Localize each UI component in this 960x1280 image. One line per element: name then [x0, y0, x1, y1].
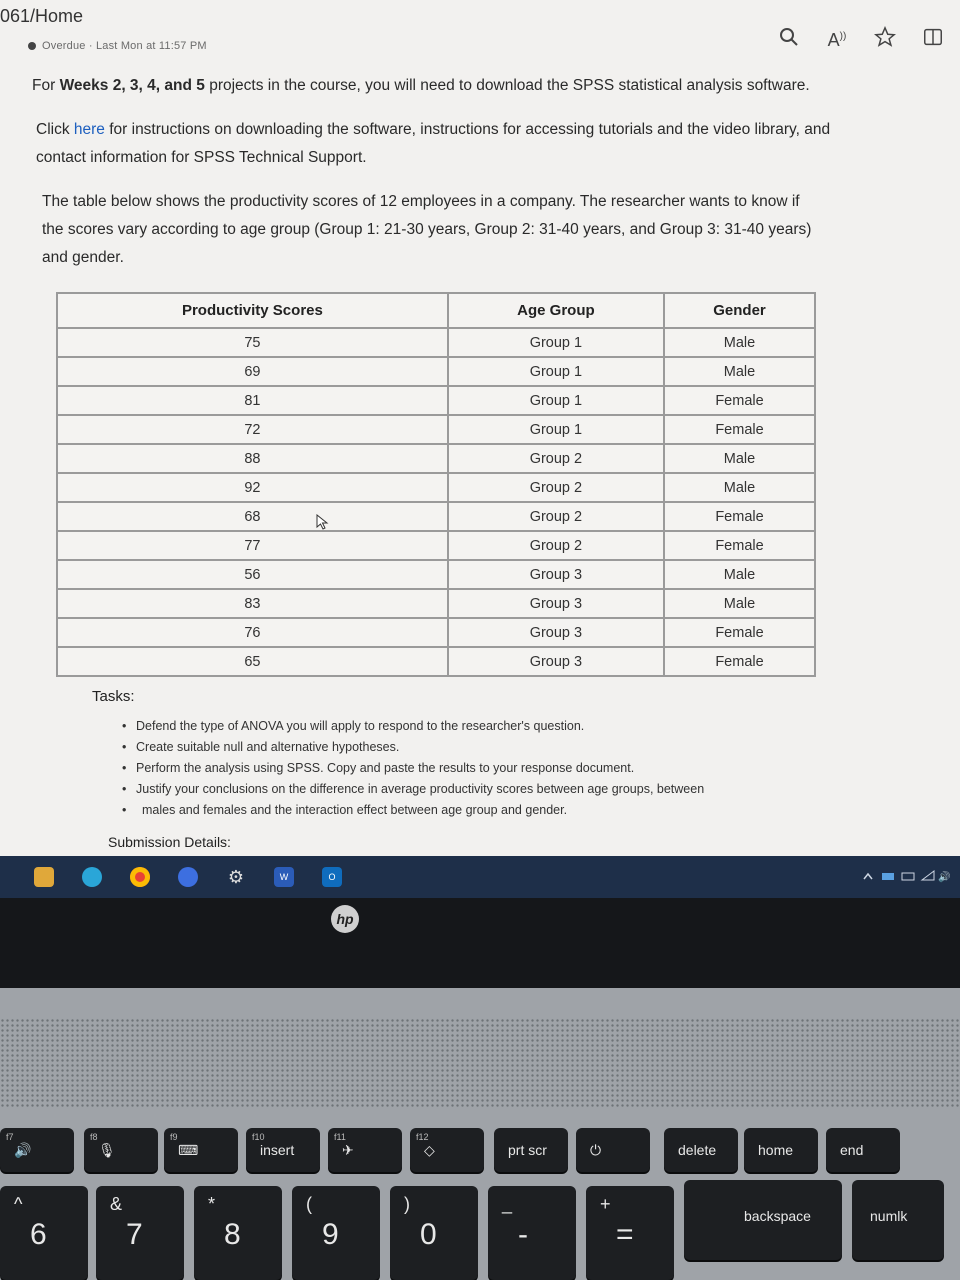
software-paragraph: For Weeks 2, 3, 4, and 5 projects in the course, you will need to download the SPSS statistical analysis software.: [32, 77, 810, 94]
table-row: [57, 618, 815, 647]
gender-cell: Female: [664, 531, 815, 560]
score-cell: 65: [57, 647, 448, 676]
function-key-label: prt scr: [508, 1142, 547, 1158]
function-key-label: end: [840, 1142, 864, 1158]
function-key-label: 🔊: [14, 1142, 32, 1158]
problem-statement: The table below shows the productivity scores of 12 employees in a company. The researcher wants to know if the scores vary according to age group (Group 1: 21-30 years, Group 2: 31-40 years, and Group 3: 31-40 years) and gender.: [42, 193, 812, 266]
function-key[interactable]: [664, 1128, 738, 1172]
number-key-shift-symbol: *: [208, 1194, 216, 1214]
function-key[interactable]: [164, 1128, 238, 1172]
function-key[interactable]: [744, 1128, 818, 1172]
number-key[interactable]: [194, 1186, 282, 1280]
gender-cell: Female: [664, 415, 815, 444]
function-key-label: 🎙: [98, 1142, 116, 1158]
gender-cell: Male: [664, 589, 815, 618]
function-key[interactable]: [246, 1128, 320, 1172]
gender-cell: Male: [664, 444, 815, 473]
table-row: [57, 357, 815, 386]
age-group-cell: Group 3: [448, 618, 664, 647]
hp-logo-icon: hp: [331, 905, 359, 933]
number-key[interactable]: [96, 1186, 184, 1280]
age-group-cell: Group 3: [448, 589, 664, 618]
number-key-shift-symbol: (: [306, 1194, 312, 1214]
table-row: [57, 560, 815, 589]
table-row: [57, 531, 815, 560]
header-productivity-scores: Productivity Scores: [57, 293, 448, 328]
number-key-shift-symbol: ): [404, 1194, 410, 1214]
outlook-app-icon[interactable]: O: [322, 867, 342, 887]
number-key-digit: -: [518, 1218, 528, 1251]
favorite-star-icon[interactable]: [872, 26, 898, 54]
gender-cell: Female: [664, 618, 815, 647]
function-key-number: f10: [252, 1132, 265, 1142]
mouse-cursor-icon: [316, 514, 330, 530]
function-key[interactable]: [410, 1128, 484, 1172]
task-item: • Create suitable null and alternative hypotheses.: [122, 737, 802, 758]
here-link[interactable]: here: [73, 121, 105, 138]
productivity-table: [56, 292, 816, 677]
browser-toolbar: [776, 26, 946, 54]
score-cell: 68: [57, 502, 448, 531]
function-key[interactable]: [576, 1128, 650, 1172]
function-key-label: insert: [260, 1142, 295, 1158]
overdue-dot-icon: [28, 42, 36, 50]
search-icon[interactable]: [776, 27, 802, 53]
age-group-cell: Group 2: [448, 473, 664, 502]
header-gender: Gender: [664, 293, 815, 328]
number-key-digit: 6: [30, 1218, 47, 1251]
download-paragraph: Click here for instructions on downloading the software, instructions for accessing tutorials and the video library, and contact information for SPSS Technical Support.: [36, 121, 831, 166]
function-key-label: ⏻: [590, 1142, 602, 1158]
function-key[interactable]: [328, 1128, 402, 1172]
chrome-browser-icon[interactable]: [130, 867, 150, 887]
gender-cell: Female: [664, 386, 815, 415]
table-row: [57, 647, 815, 676]
number-key-shift-symbol: +: [600, 1194, 611, 1214]
score-cell: 92: [57, 473, 448, 502]
score-cell: 69: [57, 357, 448, 386]
settings-gear-icon[interactable]: ⚙: [227, 867, 245, 887]
gender-cell: Male: [664, 473, 815, 502]
table-row: [57, 415, 815, 444]
function-key-label: ✈: [342, 1142, 354, 1158]
age-group-cell: Group 3: [448, 647, 664, 676]
backspace-key[interactable]: [684, 1180, 842, 1260]
function-key[interactable]: [84, 1128, 158, 1172]
number-key-shift-symbol: ^: [14, 1194, 23, 1214]
number-key[interactable]: [292, 1186, 380, 1280]
function-key[interactable]: [0, 1128, 74, 1172]
edge-browser-icon[interactable]: [82, 867, 102, 887]
score-cell: 56: [57, 560, 448, 589]
age-group-cell: Group 1: [448, 415, 664, 444]
submission-details-heading: Submission Details:: [108, 834, 231, 850]
media-player-icon[interactable]: [178, 867, 198, 887]
overdue-text: Overdue · Last Mon at 11:57 PM: [42, 40, 207, 52]
system-tray[interactable]: [862, 868, 952, 887]
age-group-cell: Group 1: [448, 357, 664, 386]
url-fragment[interactable]: 061/Home: [0, 6, 84, 26]
numlock-key[interactable]: [852, 1180, 944, 1260]
task-item: • Justify your conclusions on the difference in average productivity scores between age groups, between: [122, 779, 802, 800]
score-cell: 81: [57, 386, 448, 415]
task-item-continued: • males and females and the interaction effect between age group and gender.: [122, 800, 802, 821]
task-item: • Defend the type of ANOVA you will apply to respond to the researcher's question.: [122, 716, 802, 737]
age-group-cell: Group 1: [448, 386, 664, 415]
age-group-cell: Group 3: [448, 560, 664, 589]
function-key-label: ◇: [424, 1142, 435, 1158]
number-key-digit: 9: [322, 1218, 339, 1251]
function-key[interactable]: [826, 1128, 900, 1172]
gender-cell: Male: [664, 328, 815, 357]
age-group-cell: Group 2: [448, 502, 664, 531]
score-cell: 88: [57, 444, 448, 473]
table-row: [57, 386, 815, 415]
file-explorer-icon[interactable]: [34, 867, 54, 887]
function-key-label: ⌨: [178, 1142, 199, 1158]
function-key-number: f9: [170, 1132, 178, 1142]
gender-cell: Female: [664, 647, 815, 676]
age-group-cell: Group 2: [448, 444, 664, 473]
number-key-digit: 7: [126, 1218, 143, 1251]
gender-cell: Male: [664, 560, 815, 589]
number-key[interactable]: [488, 1186, 576, 1280]
header-age-group: Age Group: [448, 293, 664, 328]
score-cell: 72: [57, 415, 448, 444]
task-item: • Perform the analysis using SPSS. Copy and paste the results to your response document.: [122, 758, 802, 779]
age-group-cell: Group 1: [448, 328, 664, 357]
table-row: [57, 444, 815, 473]
speaker-grille: [0, 1018, 960, 1108]
age-group-cell: Group 2: [448, 531, 664, 560]
backspace-label: backspace: [744, 1208, 811, 1224]
function-key-number: f8: [90, 1132, 98, 1142]
number-key[interactable]: [0, 1186, 88, 1280]
function-key[interactable]: [494, 1128, 568, 1172]
table-row: [57, 473, 815, 502]
overdue-status: [28, 40, 207, 52]
number-key-digit: 0: [420, 1218, 437, 1251]
number-key[interactable]: [586, 1186, 674, 1280]
number-key[interactable]: [390, 1186, 478, 1280]
gender-cell: Male: [664, 357, 815, 386]
number-key-shift-symbol: &: [110, 1194, 123, 1214]
table-row: [57, 502, 815, 531]
score-cell: 75: [57, 328, 448, 357]
number-key-shift-symbol: _: [502, 1194, 513, 1214]
score-cell: 76: [57, 618, 448, 647]
numlock-label: numlk: [870, 1208, 908, 1224]
table-header-row: [57, 293, 815, 328]
score-cell: 77: [57, 531, 448, 560]
split-screen-icon[interactable]: [920, 26, 946, 54]
svg-text:🔊: 🔊: [938, 872, 951, 883]
gender-cell: Female: [664, 502, 815, 531]
score-cell: 83: [57, 589, 448, 618]
windows-taskbar: [0, 856, 960, 898]
screen-bezel: [0, 898, 960, 988]
number-key-digit: 8: [224, 1218, 241, 1251]
function-key-number: f7: [6, 1132, 14, 1142]
function-key-number: f12: [416, 1132, 429, 1142]
table-row: [57, 589, 815, 618]
task-list: [122, 716, 802, 821]
function-key-number: f11: [334, 1132, 346, 1142]
function-key-label: home: [758, 1142, 794, 1158]
table-row: [57, 328, 815, 357]
number-key-digit: =: [616, 1218, 634, 1251]
function-key-label: delete: [678, 1142, 717, 1158]
word-app-icon[interactable]: W: [274, 867, 294, 887]
read-aloud-icon[interactable]: A)): [827, 29, 847, 50]
tasks-heading: Tasks:: [92, 688, 135, 705]
